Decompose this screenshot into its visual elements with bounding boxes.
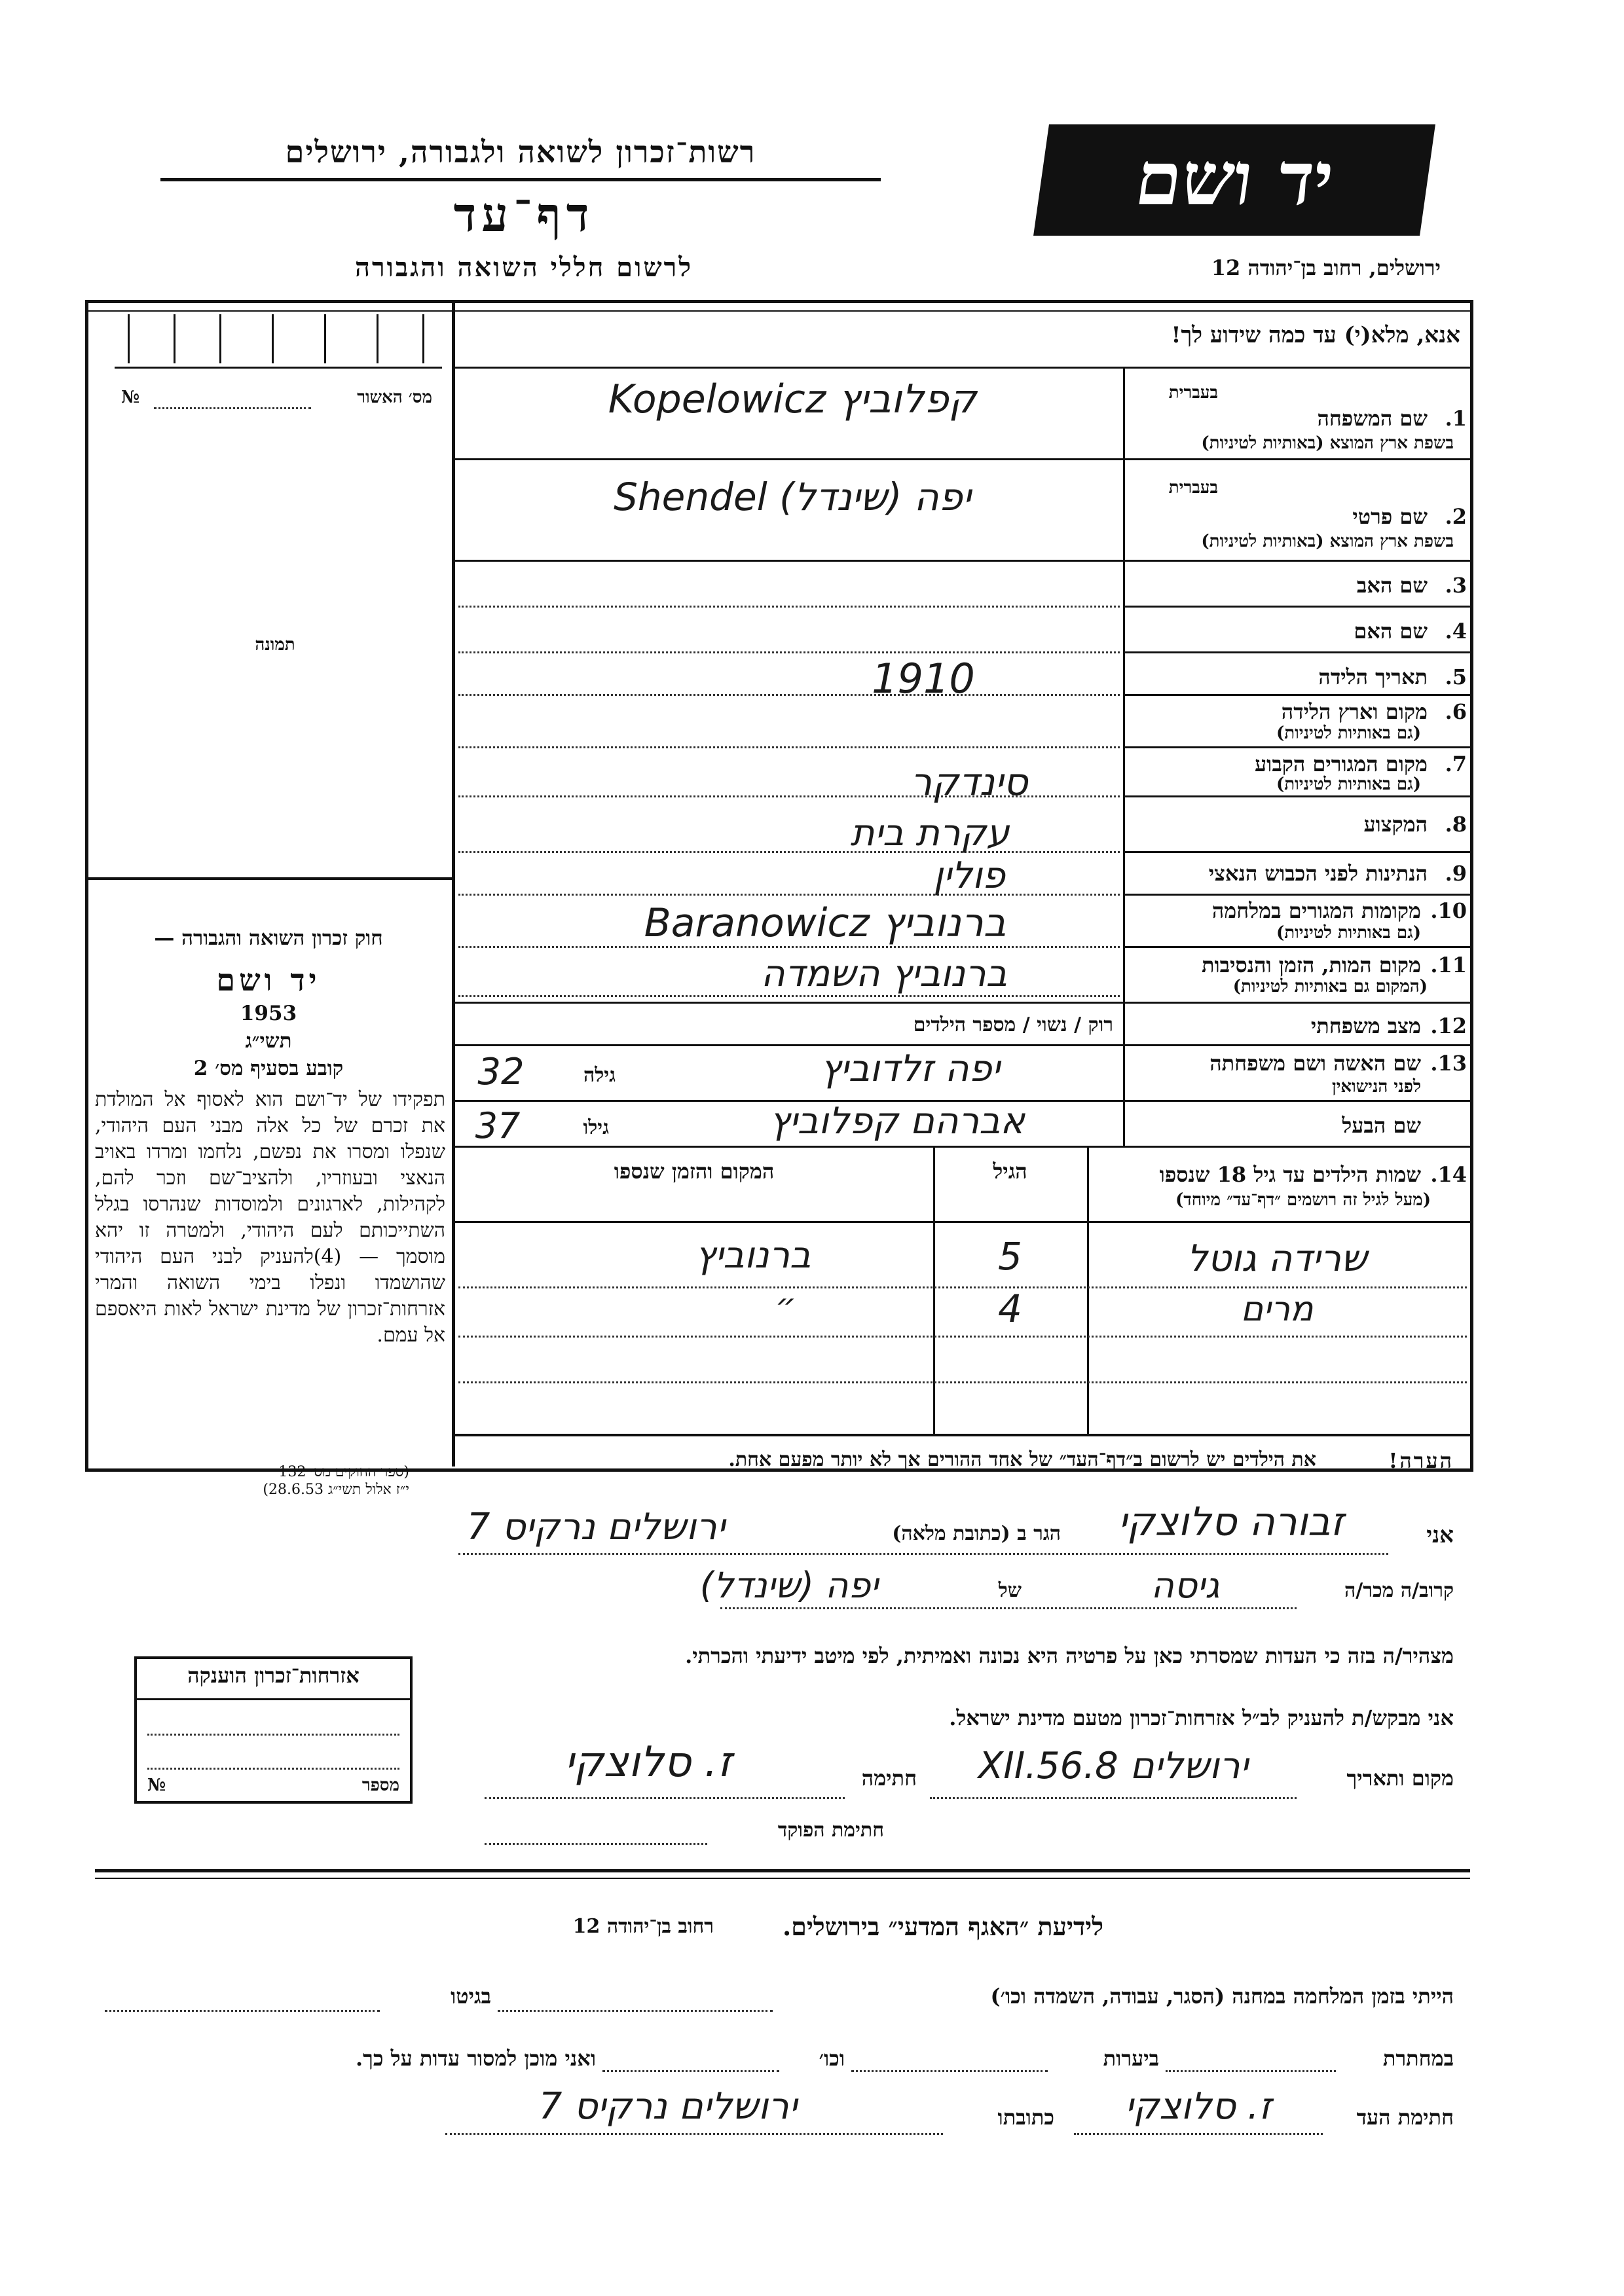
- wife-age-label: גילה: [583, 1064, 616, 1087]
- bottom-title: לידיעת ״האגף המדעי״ בירושלים.: [782, 1912, 1104, 1941]
- approval-number-line: [154, 407, 311, 409]
- field-8-value[interactable]: עקרת בית: [850, 812, 1010, 854]
- witness-address-value[interactable]: ירושלים נרקיס 7: [538, 2085, 798, 2128]
- children-title: שמות הילדים עד גיל 18 שנספו: [1159, 1162, 1421, 1187]
- field-4-label: שם האם: [1354, 619, 1428, 644]
- field-2-lang: בעברית: [1168, 478, 1218, 498]
- signature-label: חתימה: [861, 1766, 917, 1791]
- form-title: דף־עד: [453, 187, 595, 242]
- husband-age-label: גילו: [583, 1116, 609, 1139]
- relation-of: של: [998, 1579, 1022, 1602]
- field-1-num: 1.: [1445, 406, 1467, 431]
- field-9-num: 9.: [1445, 861, 1467, 886]
- field-4-num: 4.: [1445, 619, 1467, 644]
- field-6-label: מקום וארץ הלידה: [1281, 699, 1428, 724]
- field-2-sub: בשפת ארץ המוצא (באותיות לטיניות): [1201, 532, 1454, 551]
- logo-text: יד ושם: [1130, 136, 1339, 222]
- relation-of-name[interactable]: יפה (שינדל): [699, 1565, 879, 1606]
- field-12-value[interactable]: רוק / נשוי / מספר הילדים: [913, 1013, 1113, 1036]
- citizenship-no-sign: №: [147, 1776, 166, 1795]
- approval-label: מס׳ האשור: [357, 388, 432, 407]
- law-title: חוק זכרון השואה והגבורה —: [154, 926, 383, 950]
- children-col-age: הגיל: [993, 1159, 1027, 1184]
- field-2-num: 2.: [1445, 504, 1467, 529]
- field-5-value[interactable]: 1910: [872, 655, 975, 702]
- photo-area: [88, 432, 452, 880]
- declarant-name[interactable]: זבורה סלוצקי: [1118, 1499, 1344, 1545]
- left-column-divider: [452, 301, 455, 1467]
- field-11-num: 11.: [1430, 953, 1467, 977]
- field-10-value[interactable]: ברנוביץ Baranowicz: [644, 900, 1006, 946]
- child-1-age[interactable]: 5: [998, 1234, 1022, 1279]
- husband-value[interactable]: אברהם קפלוביץ: [769, 1100, 1025, 1142]
- request-text: אני מבקש/ת להעניק לב״ל אזרחות־זכרון מטעם מדינת ישראל.: [949, 1705, 1454, 1730]
- husband-label: שם הבעל: [1342, 1113, 1421, 1138]
- child-2-place[interactable]: ״: [775, 1286, 797, 1324]
- law-clause: קובע בסעיף מס׳ 2: [193, 1057, 344, 1080]
- field-7-label: מקום המגורים הקבוע: [1255, 752, 1428, 776]
- field-1-value[interactable]: קפלוביץ Kopelowicz: [608, 376, 977, 422]
- bottom-address: רחוב בן־יהודה 12: [572, 1915, 714, 1938]
- frame-inner-top: [85, 310, 1473, 312]
- children-sub: (מעל לגיל זה רושמים ״דף־עד״ מיוחד): [1175, 1190, 1431, 1210]
- photo-label: תמונה: [255, 635, 295, 655]
- law-year-greg: 1953: [240, 1002, 297, 1025]
- field-13-value[interactable]: יפה זלדוביץ: [820, 1048, 1001, 1090]
- bottom-line2-b: ביערות: [1103, 2046, 1159, 2071]
- authority-name: רשות־זכרון לשואה ולגבורה, ירושלים: [285, 134, 756, 170]
- field-12-label: מצב משפחתי: [1310, 1013, 1421, 1038]
- field-6-num: 6.: [1445, 699, 1467, 724]
- note-label: הערה!: [1388, 1448, 1454, 1473]
- yad-vashem-logo: [1033, 124, 1435, 236]
- intro-text: אנא, מלא(י) עד כמה שידוע לך!: [1171, 322, 1460, 348]
- bottom-line1-b: בגיטו: [451, 1984, 491, 2009]
- citizenship-box-title: אזרחות־זכרון הוענקה: [187, 1663, 360, 1688]
- field-13-sub: לפני הנישואין: [1331, 1077, 1421, 1097]
- witness-signature-label: חתימת העד: [1356, 2105, 1454, 2130]
- field-6-sub: (גם באותיות לטיניות): [1276, 723, 1421, 743]
- form-subtitle: לרשום חללי השואה והגבורה: [354, 252, 693, 283]
- field-11-label: מקום המות, הזמן והנסיבות: [1201, 953, 1421, 977]
- field-7-num: 7.: [1445, 752, 1467, 776]
- official-signature-label: חתימת הפוקד: [777, 1819, 884, 1842]
- child-2-age[interactable]: 4: [998, 1286, 1022, 1331]
- field-2-label: שם פרטי: [1352, 504, 1428, 529]
- bottom-line1-a: הייתי בזמן המלחמה במחנה (הסגר, עבודה, השמדה וכו׳): [990, 1984, 1454, 2009]
- field-11-value[interactable]: ברנוביץ השמדה: [760, 953, 1008, 995]
- field-8-label: המקצוע: [1363, 812, 1428, 837]
- field-7-sub: (גם באותיות לטיניות): [1276, 774, 1421, 794]
- field-13-num: 13.: [1430, 1051, 1467, 1076]
- law-year-heb: תשי״ג: [245, 1029, 292, 1053]
- field-10-sub: (גם באותיות לטיניות): [1276, 923, 1421, 943]
- field-5-num: 5.: [1445, 665, 1467, 689]
- law-name: יד ושם: [216, 962, 321, 998]
- law-ref-2: י״ז אלול תשי״ג 28.6.53): [263, 1482, 409, 1498]
- place-date-value[interactable]: ירושלים 8.XII.56: [978, 1745, 1249, 1787]
- child-1-name[interactable]: שרידה גוטל: [1187, 1237, 1367, 1280]
- child-2-name[interactable]: מרים: [1240, 1290, 1314, 1329]
- witness-signature-value[interactable]: ז. סלוצקי: [1125, 2085, 1272, 2128]
- bottom-line2-c: וכו׳: [819, 2046, 845, 2071]
- field-1-lang: בעברית: [1168, 383, 1218, 403]
- field-10-num: 10.: [1430, 898, 1467, 923]
- declarant-resides-label: הגר ב (כתובת מלאה): [892, 1522, 1061, 1545]
- header-address: ירושלים, רחוב בן־יהודה 12: [1211, 255, 1441, 280]
- bottom-line2-d: ואני מוכן למסור עדות על כך.: [355, 2046, 596, 2071]
- bottom-line2-a: במחתרת: [1382, 2046, 1454, 2071]
- field-11-sub: (המקום גם באותיות לטיניות): [1232, 977, 1428, 996]
- declarant-ani: אני: [1426, 1522, 1454, 1548]
- approval-tick-boxes: [115, 314, 442, 369]
- field-1-label: שם המשפחה: [1317, 406, 1428, 431]
- field-12-num: 12.: [1430, 1013, 1467, 1038]
- field-8-num: 8.: [1445, 812, 1467, 837]
- note-text: את הילדים יש לרשום ב״דף־העד״ של אחד ההורים אך לא יותר מפעם אחת.: [728, 1448, 1316, 1471]
- children-num: 14.: [1430, 1162, 1467, 1187]
- law-text: תפקידו של יד־ושם הוא לאסוף אל המולדת את זכרם של כל אלה מבני העם היהודי, שנפלו ומסרו את נפשם, נלחמו ומרדו באויב הנאצי ובעוזריו, ולהציב־שם וזכר להם, לקהילות, לארגונים ולמוסדות שנהרסו בגלל השתייכותם לעם היהודי, ולמטרה זו יהא מוסמך — (4)להעניק לבני העם היהודי שהושמדו ונפלו בימי השואה והמרי אזרחות־זכרון של מדינת ישראל לאות היאספם אל עמם.: [95, 1088, 445, 1347]
- field-5-label: תאריך הלידה: [1318, 665, 1428, 689]
- declarant-address[interactable]: ירושלים נרקיס 7: [466, 1506, 726, 1548]
- relation-value[interactable]: גיסה: [1151, 1565, 1220, 1606]
- label-column-divider: [1123, 367, 1125, 1146]
- field-1-sub: בשפת ארץ המוצא (באותיות לטיניות): [1201, 433, 1454, 453]
- field-9-label: הנתינות לפני הכבוש הנאצי: [1208, 861, 1428, 886]
- field-2-value[interactable]: יפה (שינדל) Shendel: [614, 475, 971, 519]
- intro-separator: [452, 367, 1473, 369]
- relation-label: קרוב/ה מכר/ה: [1344, 1579, 1454, 1602]
- bottom-separator-1: [95, 1869, 1470, 1872]
- law-ref-1: (ספר החוקים מס׳ 132: [278, 1464, 409, 1480]
- bottom-separator-2: [95, 1878, 1470, 1879]
- wife-age[interactable]: 32: [477, 1051, 525, 1093]
- declaration-text: מצהיר/ה בזה כי העדות שמסרתי כאן על פרטיה היא נכונה ואמיתית, לפי מיטב ידיעתי והכרתי.: [685, 1643, 1454, 1668]
- husband-age[interactable]: 37: [475, 1105, 521, 1146]
- field-9-value[interactable]: פולין: [933, 854, 1005, 897]
- approval-no-sign: №: [121, 388, 140, 407]
- citizenship-number-label: מספר: [361, 1776, 399, 1795]
- children-col-place: המקום והזמן שנספו: [614, 1159, 775, 1184]
- field-10-label: מקומות המגורים במלחמה: [1211, 898, 1421, 923]
- field-7-value[interactable]: סינדקר: [910, 759, 1028, 804]
- header-underline: [160, 178, 881, 181]
- field-3-num: 3.: [1445, 573, 1467, 598]
- place-date-label: מקום ותאריך: [1346, 1766, 1454, 1791]
- field-13-label: שם האשה ושם משפחתה: [1209, 1051, 1421, 1076]
- signature-value[interactable]: ז. סלוצקי: [564, 1738, 732, 1787]
- child-1-place[interactable]: ברנוביץ: [695, 1234, 811, 1277]
- field-3-label: שם האב: [1356, 573, 1428, 598]
- witness-address-label: כתובתו: [997, 2105, 1054, 2130]
